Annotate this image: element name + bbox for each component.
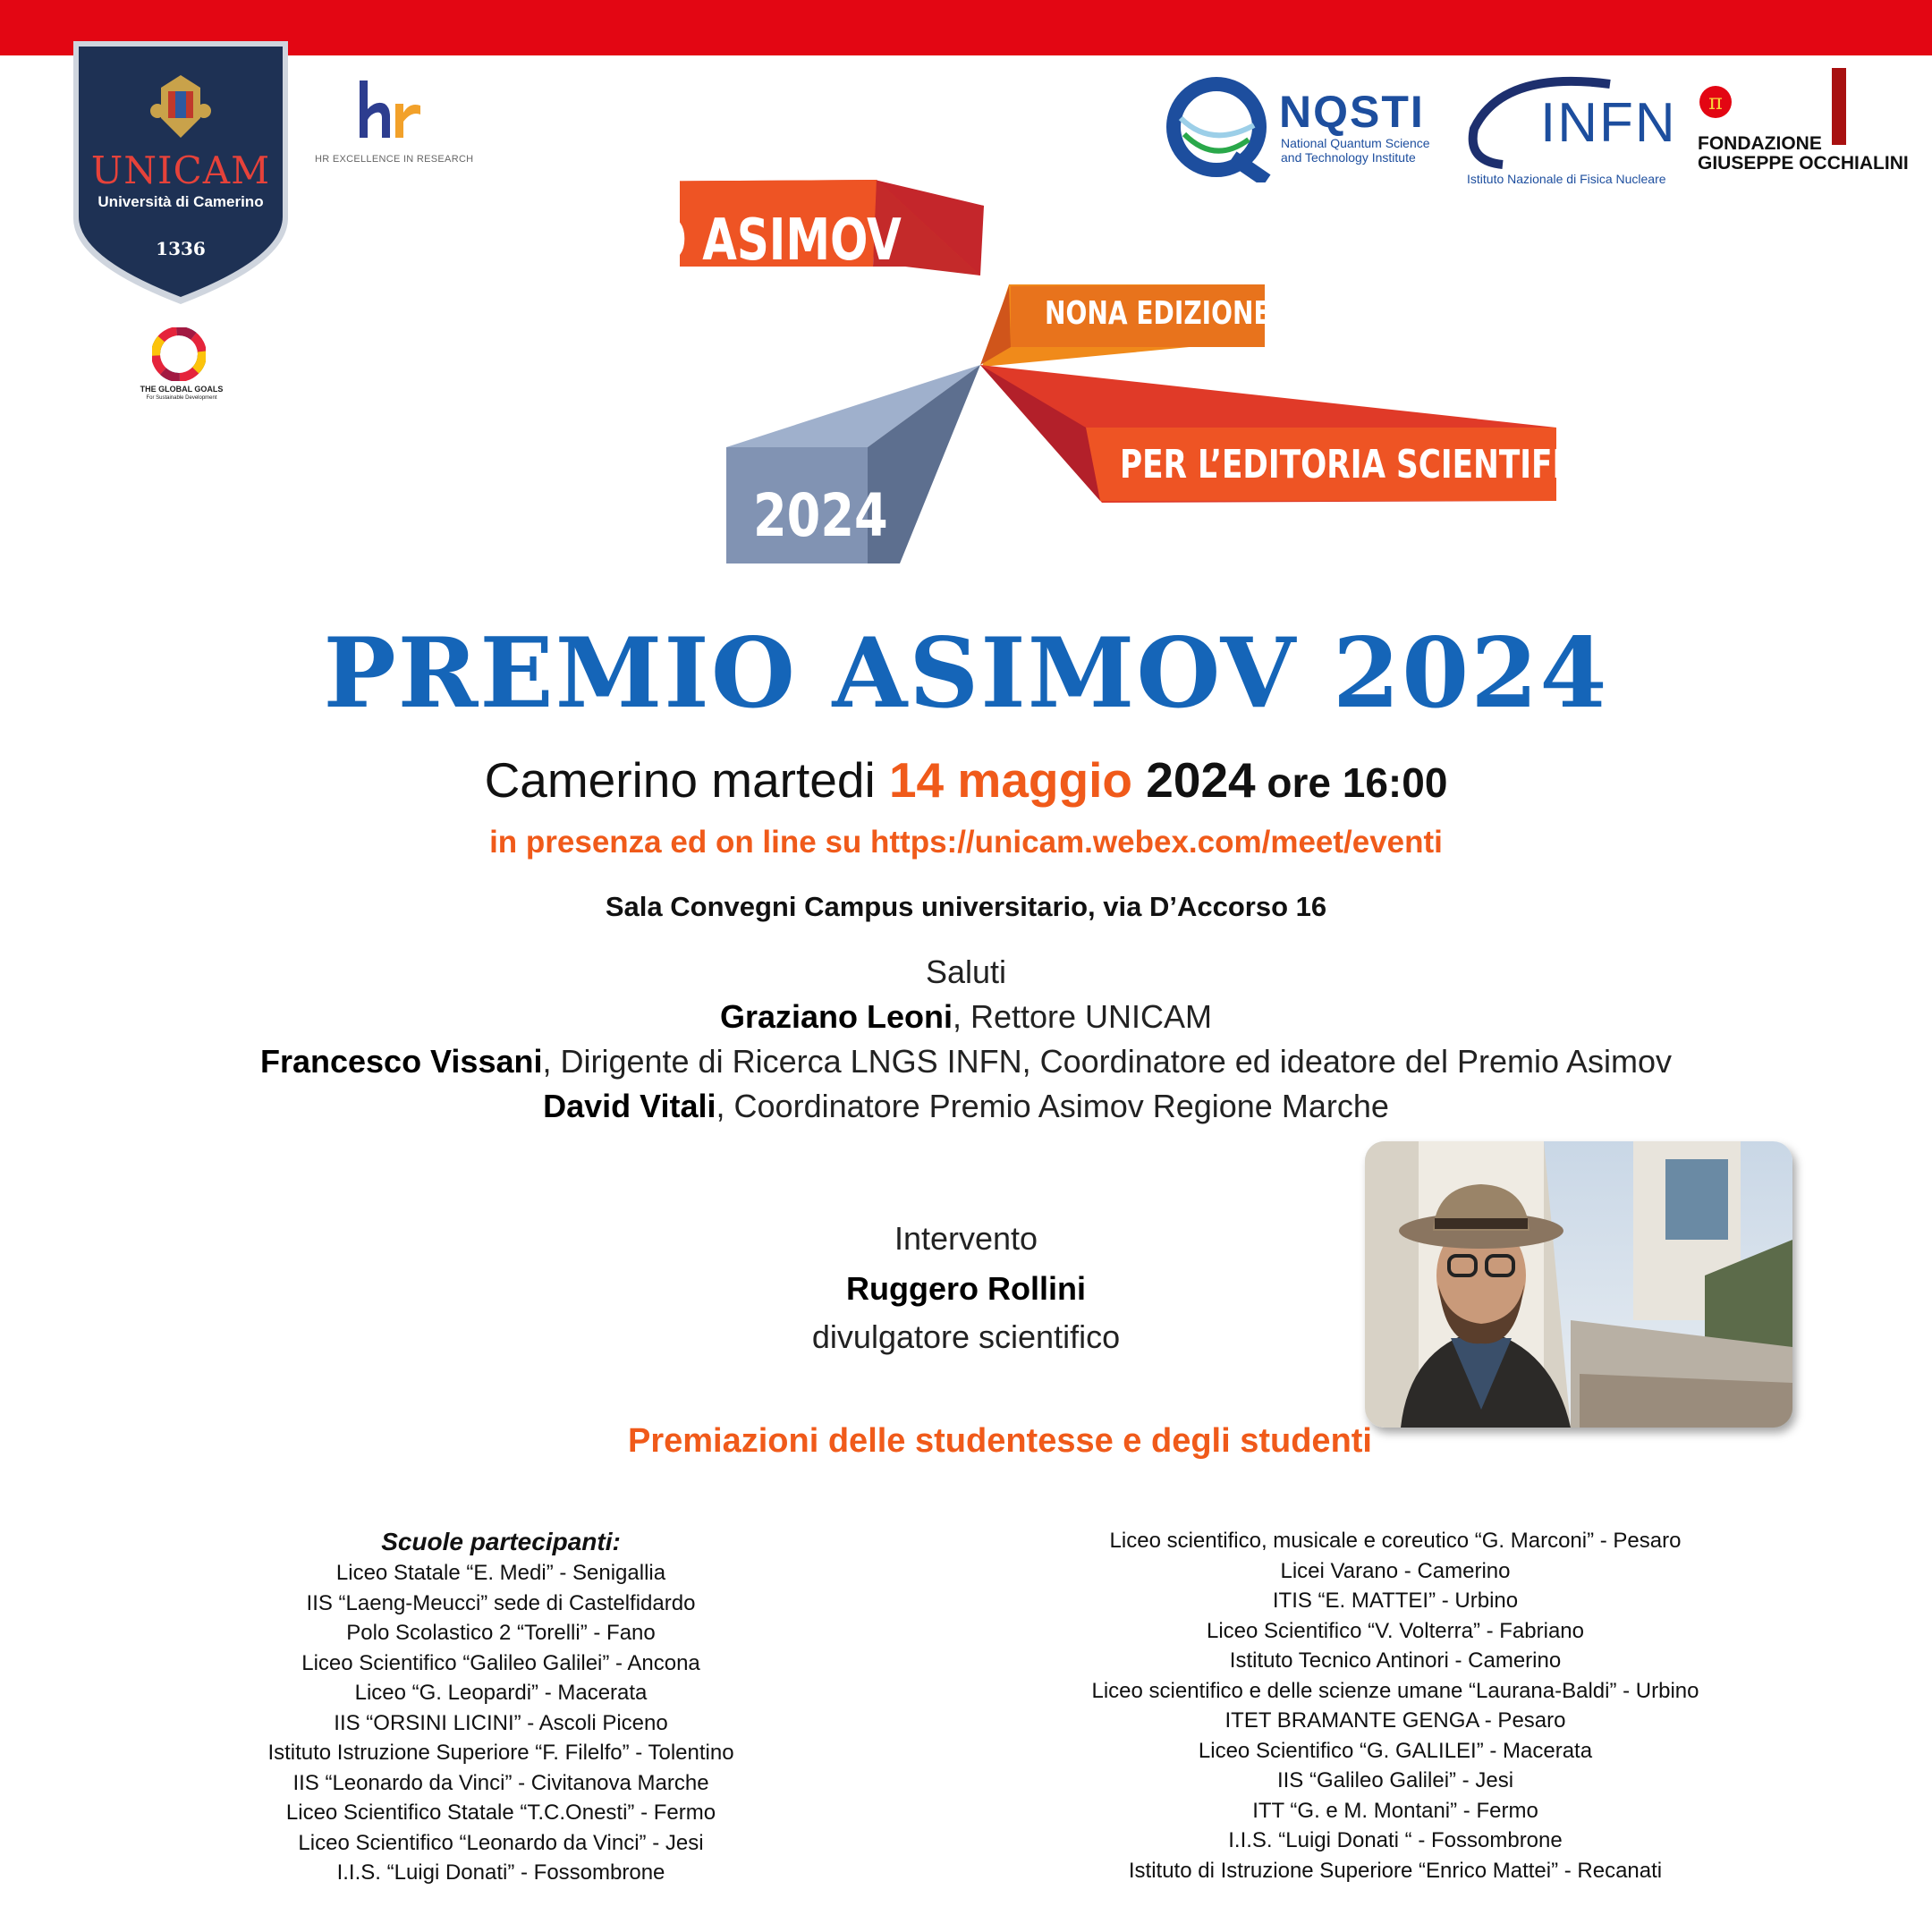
school-item: ITET BRAMANTE GENGA - Pesaro: [1224, 1708, 1566, 1733]
occhialini-name: [1698, 134, 1909, 174]
occhialini-logo: [1698, 82, 1733, 127]
venue: Sala Convegni Campus universitario, via D’Accorso 16: [605, 891, 1327, 922]
guest-name: Francesco Vissani: [259, 1043, 543, 1080]
guest-name: Graziano Leoni: [719, 998, 953, 1035]
hr-caption: HR EXCELLENCE IN RESEARCH: [315, 154, 474, 165]
pi-symbol: π: [1708, 89, 1723, 114]
unicam-year: 1336: [156, 238, 206, 259]
date-place: Camerino martedi: [484, 752, 889, 808]
school-item: Liceo Scientifico “G. GALILEI” - Macerata: [1198, 1738, 1593, 1763]
sdg-title: THE GLOBAL GOALS: [140, 385, 224, 394]
guest-role: , Coordinatore Premio Asimov Regione Marche: [716, 1088, 1389, 1124]
guest-line: [0, 1088, 1932, 1125]
school-item: ITT “G. e M. Montani” - Fermo: [1252, 1798, 1538, 1823]
unicam-name: UNICAM: [90, 148, 271, 192]
banner-premio: PREMIO ASIMOV: [490, 208, 902, 274]
nqsti-name: NQSTI: [1279, 87, 1425, 137]
school-item: Istituto Tecnico Antinori - Camerino: [1229, 1648, 1562, 1673]
school-item: IIS “Leonardo da Vinci” - Civitanova Marche: [292, 1770, 709, 1795]
school-item: IIS “Laeng-Meucci” sede di Castelfidardo: [306, 1590, 696, 1615]
school-item: Liceo Scientifico “Galileo Galilei” - Ancona: [301, 1650, 700, 1675]
school-item: I.I.S. “Luigi Donati” - Fossombrone: [336, 1860, 665, 1885]
online-link: in presenza ed on line su https://unicam.webex.com/meet/eventi: [489, 825, 1443, 860]
school-item: Liceo Scientifico Statale “T.C.Onesti” - Fermo: [285, 1801, 716, 1825]
school-item: IIS “ORSINI LICINI” - Ascoli Piceno: [334, 1710, 668, 1735]
school-item: Liceo scientifico, musicale e coreutico “G. Marconi” - Pesaro: [1109, 1529, 1682, 1553]
school-item: ITIS “E. MATTEI” - Urbino: [1272, 1589, 1519, 1613]
sdg-subtitle: For Sustainable Development: [146, 395, 217, 401]
nqsti-sub2: and Technology Institute: [1281, 150, 1416, 165]
date-time: ore 16:00: [1255, 759, 1448, 806]
schools-heading: Scuole partecipanti:: [381, 1528, 621, 1555]
school-item: Liceo “G. Leopardi” - Macerata: [354, 1681, 648, 1705]
hr-mark-icon: [313, 73, 447, 154]
intervento-heading: Intervento: [894, 1220, 1038, 1257]
banner-editoria: PER L’EDITORIA SCIENTIFICA: [1120, 442, 1610, 487]
nqsti-subtitle: [1281, 136, 1451, 165]
school-item: I.I.S. “Luigi Donati “ - Fossombrone: [1228, 1828, 1563, 1852]
school-item: Liceo Statale “E. Medi” - Senigallia: [335, 1561, 666, 1585]
date-day: 14 maggio: [888, 752, 1132, 808]
school-item: Istituto di Istruzione Superiore “Enrico Mattei” - Recanati: [1128, 1858, 1663, 1883]
banner-edizione: NONA EDIZIONE: [1045, 295, 1271, 332]
page-title: PREMIO ASIMOV 2024: [323, 617, 1609, 730]
nqsti-sub1: National Quantum Science: [1281, 136, 1430, 150]
guest-line: [0, 998, 1932, 1036]
speaker-photo-image: [1365, 1141, 1792, 1428]
date-year: 2024: [1131, 752, 1256, 808]
school-item: Polo Scolastico 2 “Torelli” - Fano: [346, 1621, 656, 1645]
banner-year: 2024: [753, 481, 888, 550]
unicam-logo: [72, 39, 290, 306]
school-item: Licei Varano - Camerino: [1280, 1558, 1511, 1583]
school-item: Istituto Istruzione Superiore “F. Filelfo” - Tolentino: [267, 1741, 734, 1765]
occhialini-line2: GIUSEPPE OCCHIALINI: [1698, 153, 1909, 174]
guest-name: David Vitali: [543, 1088, 716, 1124]
top-red-bar: [0, 0, 1932, 55]
school-item: IIS “Galileo Galilei” - Jesi: [1276, 1768, 1514, 1792]
nqsti-logo: [1161, 75, 1277, 182]
event-dateline: [0, 751, 1932, 809]
speaker-name: Ruggero Rollini: [846, 1270, 1086, 1307]
sdg-caption: [132, 385, 231, 402]
nqsti-q-icon: [1161, 75, 1277, 182]
infn-name: INFN: [1540, 92, 1677, 154]
school-item: Liceo scientifico e delle scienze umane “Laurana-Baldi” - Urbino: [1091, 1678, 1699, 1703]
saluti-heading: Saluti: [925, 953, 1007, 990]
occhialini-line1: FONDAZIONE: [1698, 133, 1822, 154]
schools-left-column: [179, 1526, 823, 1888]
sdg-wheel-icon: [152, 327, 206, 381]
school-item: Liceo Scientifico “Leonardo da Vinci” - Jesi: [298, 1830, 704, 1855]
schools-right-column: [1038, 1526, 1753, 1885]
school-item: Liceo Scientifico “V. Volterra” - Fabriano: [1207, 1618, 1584, 1643]
speaker-photo: [1365, 1141, 1792, 1428]
guest-role: , Rettore UNICAM: [952, 998, 1213, 1035]
guest-role: , Dirigente di Ricerca LNGS INFN, Coordinatore ed ideatore del Premio Asimov: [542, 1043, 1673, 1080]
pi-icon: [1698, 82, 1733, 122]
guest-line: [0, 1043, 1932, 1080]
speaker-role: divulgatore scientifico: [811, 1318, 1121, 1355]
infn-subtitle: Istituto Nazionale di Fisica Nucleare: [1467, 172, 1666, 186]
premiazioni-heading: Premiazioni delle studentesse e degli studenti: [628, 1422, 1372, 1460]
unicam-subtitle: Università di Camerino: [97, 193, 264, 210]
